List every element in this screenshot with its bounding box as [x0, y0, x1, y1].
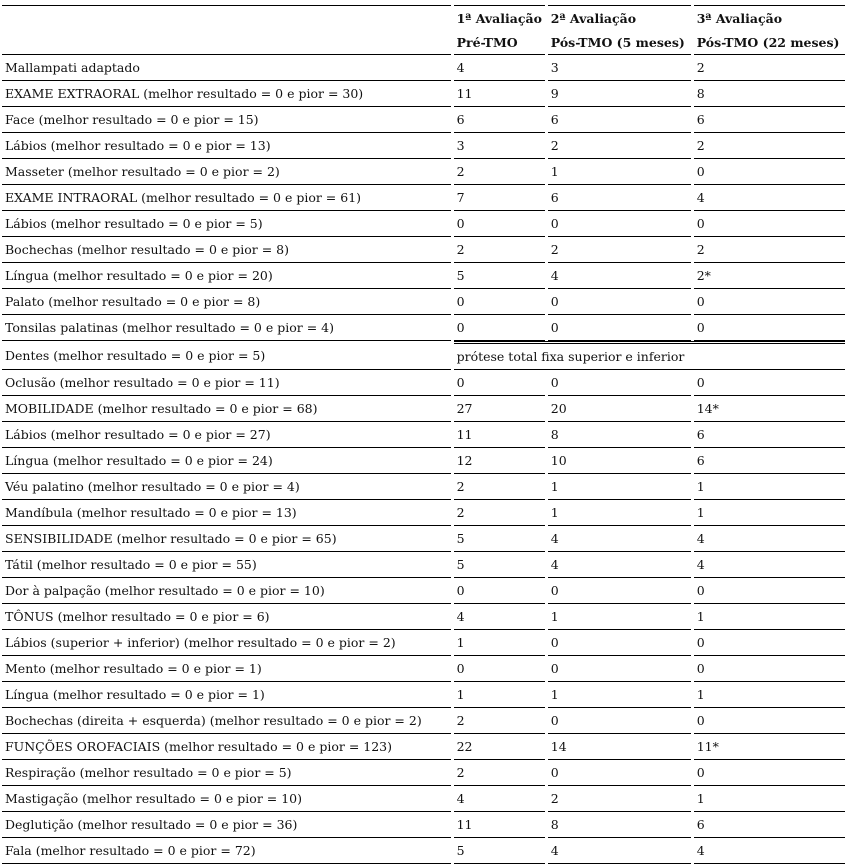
value-cell: 0: [694, 289, 845, 315]
value-cell: 9: [548, 81, 691, 107]
value-cell: 0: [694, 630, 845, 656]
value-cell: 2: [454, 500, 545, 526]
row-label: Oclusão (melhor resultado = 0 e pior = 11): [2, 370, 451, 396]
table-row: [2, 760, 845, 786]
table-row: [2, 682, 845, 708]
value-cell: 6: [454, 107, 545, 133]
value-cell: 6: [694, 812, 845, 838]
value-cell: 7: [454, 185, 545, 211]
table-row: [2, 159, 845, 185]
value-cell: 0: [694, 656, 845, 682]
value-cell: 5: [454, 263, 545, 289]
value-cell: 2: [454, 159, 545, 185]
table-row: [2, 185, 845, 211]
table-row: [2, 107, 845, 133]
value-cell: 4: [548, 526, 691, 552]
value-cell: 8: [548, 812, 691, 838]
table-row: [2, 552, 845, 578]
value-cell: 1: [548, 474, 691, 500]
value-cell: 10: [548, 448, 691, 474]
value-cell: 6: [548, 107, 691, 133]
value-cell: 2: [694, 55, 845, 81]
table-row: [2, 448, 845, 474]
row-label: Deglutição (melhor resultado = 0 e pior = 36): [2, 812, 451, 838]
value-cell: 2: [694, 237, 845, 263]
row-label: FUNÇÕES OROFACIAIS (melhor resultado = 0 e pior = 123): [2, 734, 451, 760]
value-cell: 12: [454, 448, 545, 474]
table-row: [2, 656, 845, 682]
row-label: Mastigação (melhor resultado = 0 e pior = 10): [2, 786, 451, 812]
table-row: [2, 370, 845, 396]
value-cell: 6: [694, 422, 845, 448]
table-body: [2, 55, 845, 864]
table-row: [2, 315, 845, 341]
table-row: [2, 211, 845, 237]
value-cell: 0: [548, 578, 691, 604]
value-cell: 1: [694, 500, 845, 526]
value-cell: 22: [454, 734, 545, 760]
table-row: [2, 500, 845, 526]
table-row: [2, 55, 845, 81]
table-row: [2, 237, 845, 263]
table-row: [2, 604, 845, 630]
table-row: [2, 396, 845, 422]
row-label: Mandíbula (melhor resultado = 0 e pior = 13): [2, 500, 451, 526]
row-label: Masseter (melhor resultado = 0 e pior = 2): [2, 159, 451, 185]
value-cell: 0: [454, 370, 545, 396]
value-cell: 4: [454, 604, 545, 630]
value-cell: 2: [548, 237, 691, 263]
row-label: Mento (melhor resultado = 0 e pior = 1): [2, 656, 451, 682]
value-cell: 0: [548, 760, 691, 786]
row-label: MOBILIDADE (melhor resultado = 0 e pior = 68): [2, 396, 451, 422]
row-label: SENSIBILIDADE (melhor resultado = 0 e pior = 65): [2, 526, 451, 552]
row-label: Face (melhor resultado = 0 e pior = 15): [2, 107, 451, 133]
value-cell: 2*: [694, 263, 845, 289]
value-cell: 4: [548, 838, 691, 864]
header-cell: [2, 30, 451, 55]
value-cell: 4: [548, 552, 691, 578]
value-cell: 8: [694, 81, 845, 107]
value-cell: 1: [548, 500, 691, 526]
value-cell: 6: [548, 185, 691, 211]
value-cell: 2: [454, 760, 545, 786]
row-label: Língua (melhor resultado = 0 e pior = 20): [2, 263, 451, 289]
row-label: Lábios (melhor resultado = 0 e pior = 27): [2, 422, 451, 448]
header-cell: [2, 5, 451, 30]
results-table: [0, 5, 847, 864]
row-label: Dor à palpação (melhor resultado = 0 e pior = 10): [2, 578, 451, 604]
value-cell: 0: [454, 289, 545, 315]
value-cell: 4: [454, 55, 545, 81]
row-label: Lábios (melhor resultado = 0 e pior = 5): [2, 211, 451, 237]
value-cell: 1: [548, 159, 691, 185]
value-cell: 0: [694, 315, 845, 341]
row-label: Lábios (melhor resultado = 0 e pior = 13): [2, 133, 451, 159]
value-cell: 3: [454, 133, 545, 159]
table-row: [2, 786, 845, 812]
header-cell: 1ª Avaliação: [454, 5, 545, 30]
value-cell: 8: [548, 422, 691, 448]
value-cell: 1: [694, 474, 845, 500]
header-cell: Pós-TMO (22 meses): [694, 30, 845, 55]
value-cell: 0: [694, 708, 845, 734]
row-label: Mallampati adaptado: [2, 55, 451, 81]
row-label: Palato (melhor resultado = 0 e pior = 8): [2, 289, 451, 315]
value-cell: 20: [548, 396, 691, 422]
table-row: [2, 422, 845, 448]
row-label: Tátil (melhor resultado = 0 e pior = 55): [2, 552, 451, 578]
header-cell: 3ª Avaliação: [694, 5, 845, 30]
table-row: [2, 838, 845, 864]
value-cell: 4: [694, 185, 845, 211]
row-label: Véu palatino (melhor resultado = 0 e pior = 4): [2, 474, 451, 500]
value-cell: 5: [454, 526, 545, 552]
table-row: [2, 289, 845, 315]
row-label: Língua (melhor resultado = 0 e pior = 1): [2, 682, 451, 708]
value-cell: 27: [454, 396, 545, 422]
value-cell: 2: [454, 237, 545, 263]
value-cell: 14*: [694, 396, 845, 422]
table-row: [2, 578, 845, 604]
value-cell: 11*: [694, 734, 845, 760]
value-cell: 0: [548, 289, 691, 315]
header-row-2: [2, 30, 845, 55]
value-cell: 4: [454, 786, 545, 812]
row-label: Língua (melhor resultado = 0 e pior = 24): [2, 448, 451, 474]
row-label: TÔNUS (melhor resultado = 0 e pior = 6): [2, 604, 451, 630]
row-label: Bochechas (melhor resultado = 0 e pior = 8): [2, 237, 451, 263]
value-cell: 11: [454, 422, 545, 448]
value-cell: 0: [694, 370, 845, 396]
value-cell: 1: [694, 682, 845, 708]
value-cell: 4: [694, 526, 845, 552]
value-cell: 6: [694, 448, 845, 474]
table-row: [2, 526, 845, 552]
header-cell: Pós-TMO (5 meses): [548, 30, 691, 55]
header-row-1: [2, 5, 845, 30]
value-cell: 4: [694, 552, 845, 578]
value-cell: 1: [694, 604, 845, 630]
value-cell: 0: [454, 578, 545, 604]
value-cell: 0: [694, 211, 845, 237]
value-cell: 0: [548, 708, 691, 734]
row-label: Dentes (melhor resultado = 0 e pior = 5): [2, 341, 451, 370]
row-label: EXAME EXTRAORAL (melhor resultado = 0 e pior = 30): [2, 81, 451, 107]
value-cell: 2: [548, 786, 691, 812]
row-label: Lábios (superior + inferior) (melhor resultado = 0 e pior = 2): [2, 630, 451, 656]
table-row: [2, 708, 845, 734]
value-cell: 0: [694, 760, 845, 786]
value-cell: 0: [548, 315, 691, 341]
value-cell: 2: [694, 133, 845, 159]
table-row: [2, 263, 845, 289]
value-cell: 0: [548, 630, 691, 656]
value-cell: 4: [548, 263, 691, 289]
header-cell: 2ª Avaliação: [548, 5, 691, 30]
value-cell: 1: [548, 682, 691, 708]
value-cell: 1: [548, 604, 691, 630]
value-cell: 14: [548, 734, 691, 760]
value-cell: 0: [548, 656, 691, 682]
row-label: Bochechas (direita + esquerda) (melhor resultado = 0 e pior = 2): [2, 708, 451, 734]
row-label: Respiração (melhor resultado = 0 e pior = 5): [2, 760, 451, 786]
value-cell: 4: [694, 838, 845, 864]
table-row: [2, 133, 845, 159]
value-cell: 2: [454, 708, 545, 734]
value-cell: 2: [548, 133, 691, 159]
row-label: Tonsilas palatinas (melhor resultado = 0 e pior = 4): [2, 315, 451, 341]
value-cell: 3: [548, 55, 691, 81]
value-cell: 5: [454, 552, 545, 578]
value-cell: prótese total fixa superior e inferior: [454, 341, 845, 370]
value-cell: 1: [454, 630, 545, 656]
value-cell: 0: [454, 211, 545, 237]
table-row: [2, 81, 845, 107]
value-cell: 0: [694, 578, 845, 604]
value-cell: 6: [694, 107, 845, 133]
value-cell: 11: [454, 81, 545, 107]
value-cell: 1: [694, 786, 845, 812]
table-row: [2, 734, 845, 760]
table-row: [2, 630, 845, 656]
value-cell: 0: [454, 315, 545, 341]
value-cell: 1: [454, 682, 545, 708]
value-cell: 0: [548, 370, 691, 396]
table-row: [2, 341, 845, 370]
value-cell: 5: [454, 838, 545, 864]
row-label: EXAME INTRAORAL (melhor resultado = 0 e pior = 61): [2, 185, 451, 211]
value-cell: 2: [454, 474, 545, 500]
header-cell: Pré-TMO: [454, 30, 545, 55]
value-cell: 0: [548, 211, 691, 237]
value-cell: 0: [454, 656, 545, 682]
value-cell: 11: [454, 812, 545, 838]
table-row: [2, 812, 845, 838]
table-row: [2, 474, 845, 500]
row-label: Fala (melhor resultado = 0 e pior = 72): [2, 838, 451, 864]
value-cell: 0: [694, 159, 845, 185]
